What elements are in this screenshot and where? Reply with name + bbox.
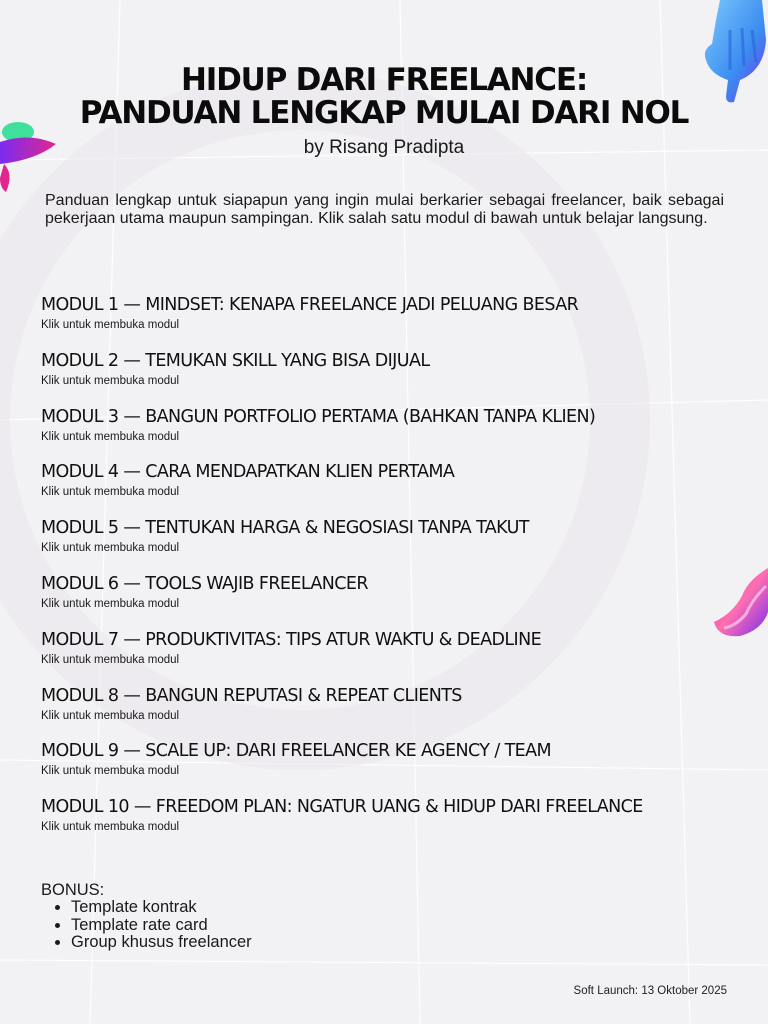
module-title: MODUL 6 — TOOLS WAJIB FREELANCER <box>41 573 368 594</box>
bonus-label: BONUS: <box>41 881 105 899</box>
bonus-item: • Template kontrak <box>71 899 252 917</box>
module-hint: Klik untuk membuka modul <box>41 765 180 778</box>
module-title: MODUL 3 — BANGUN PORTFOLIO PERTAMA (BAHKAN TANPA KLIEN) <box>41 406 596 427</box>
soft-launch-date: Soft Launch: 13 Oktober 2025 <box>573 985 727 997</box>
module-title: MODUL 7 — PRODUKTIVITAS: TIPS ATUR WAKTU & DEADLINE <box>41 629 542 650</box>
module-hint: Klik untuk membuka modul <box>41 821 180 834</box>
module-title: MODUL 5 — TENTUKAN HARGA & NEGOSIASI TANPA TAKUT <box>41 518 529 539</box>
bonus-item: • Template rate card <box>71 917 252 935</box>
module-title: MODUL 2 — TEMUKAN SKILL YANG BISA DIJUAL <box>41 350 430 371</box>
module-hint: Klik untuk membuka modul <box>41 542 180 555</box>
module-link-6[interactable] <box>41 572 756 628</box>
module-link-3[interactable] <box>41 405 756 461</box>
module-link-5[interactable] <box>41 516 756 572</box>
module-hint: Klik untuk membuka modul <box>41 374 180 387</box>
module-title: MODUL 10 — FREEDOM PLAN: NGATUR UANG & HIDUP DARI FREELANCE <box>41 797 643 818</box>
module-list <box>41 293 756 851</box>
module-title: MODUL 4 — CARA MENDAPATKAN KLIEN PERTAMA <box>41 462 455 483</box>
page-title-line-1: HIDUP DARI FREELANCE: <box>180 62 588 98</box>
intro-paragraph: Panduan lengkap untuk siapapun yang ingin mulai berkarier sebagai freelancer, baik sebagai pekerjaan utama maupun sampingan. Klik salah satu modul di bawah untuk belajar langsung. <box>45 192 724 227</box>
module-link-9[interactable] <box>41 739 756 795</box>
module-link-7[interactable] <box>41 628 756 684</box>
page-title-line-2: PANDUAN LENGKAP MULAI DARI NOL <box>79 95 689 131</box>
author-byline: by Risang Pradipta <box>303 137 465 158</box>
module-link-8[interactable] <box>41 684 756 740</box>
module-hint: Klik untuk membuka modul <box>41 430 180 443</box>
module-hint: Klik untuk membuka modul <box>41 319 180 331</box>
bonus-list <box>41 899 252 952</box>
bonus-item: • Group khusus freelancer <box>71 934 252 952</box>
module-link-2[interactable] <box>41 349 756 405</box>
module-link-4[interactable] <box>41 460 756 516</box>
module-link-10[interactable] <box>41 795 756 851</box>
module-title: MODUL 8 — BANGUN REPUTASI & REPEAT CLIENTS <box>41 685 462 706</box>
module-hint: Klik untuk membuka modul <box>41 653 180 666</box>
module-title: MODUL 1 — MINDSET: KENAPA FREELANCE JADI PELUANG BESAR <box>41 295 579 315</box>
module-title: MODUL 9 — SCALE UP: DARI FREELANCER KE AGENCY / TEAM <box>41 741 552 762</box>
module-link-1[interactable] <box>41 293 756 349</box>
module-hint: Klik untuk membuka modul <box>41 597 180 610</box>
module-hint: Klik untuk membuka modul <box>41 486 180 499</box>
bonus-section <box>41 881 252 952</box>
module-hint: Klik untuk membuka modul <box>41 709 180 722</box>
